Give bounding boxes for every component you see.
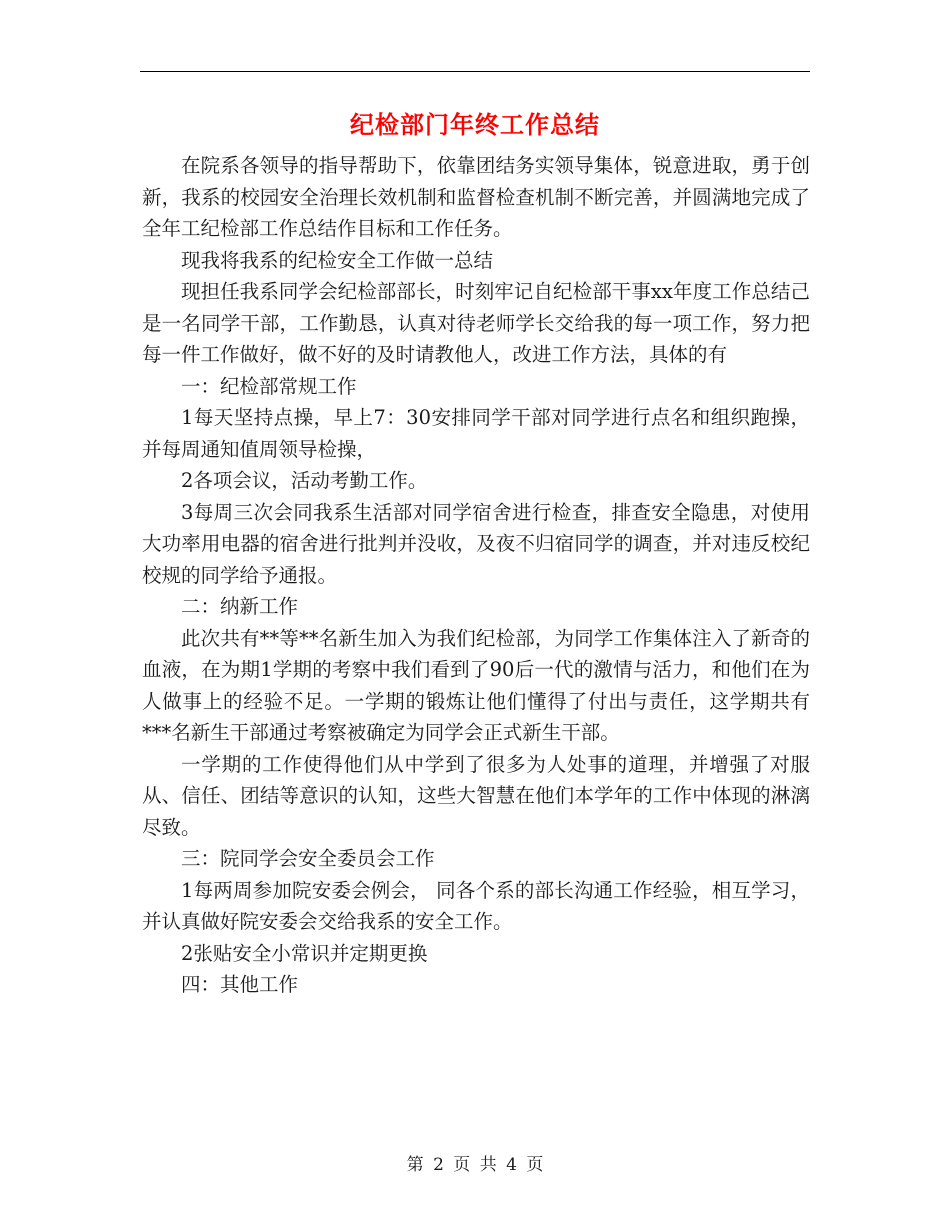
- section-heading: 一：纪检部常规工作: [181, 374, 357, 398]
- header-rule: [140, 71, 810, 72]
- section-heading: 三：院同学会安全委员会工作: [181, 847, 435, 870]
- paragraph: 现我将我系的纪检安全工作做一总结: [181, 248, 494, 272]
- paragraph: 此次共有**等**名新生加入为我们纪检部，为同学工作集体注入了新奇的血液，在为期1学期的考察中我们看到了90后一代的激情与活力，和他们在为人做事上的经验不足。一学期的锻炼让他们懂得了付出与责任，这学期共有***名新生干部通过考察被确定为同学会正式新生干部。: [142, 626, 810, 744]
- section-heading: 四：其他工作: [181, 973, 299, 996]
- document-title: 纪检部门年终工作总结: [350, 110, 600, 139]
- section-heading: 二：纳新工作: [181, 595, 299, 618]
- document-body: [142, 150, 810, 1001]
- page-footer: 第 2 页 共 4 页: [406, 1155, 544, 1175]
- paragraph: 一学期的工作使得他们从中学到了很多为人处事的道理，并增强了对服从、信任、团结等意识的认知，这些大智慧在他们本学年的工作中体现的淋漓尽致。: [142, 752, 810, 839]
- paragraph: 2各项会议，活动考勤工作。: [181, 469, 428, 492]
- paragraph: 在院系各领导的指导帮助下，依靠团结务实领导集体，锐意进取，勇于创新，我系的校园安全治理长效机制和监督检查机制不断完善，并圆满地完成了全年工纪检部工作总结作目标和工作任务。: [142, 154, 810, 240]
- paragraph: 现担任我系同学会纪检部部长，时刻牢记自纪检部干事xx年度工作总结己是一名同学干部，工作勤恳，认真对待老师学长交给我的每一项工作，努力把每一件工作做好，做不好的及时请教他人，改进工作方法，具体的有: [142, 280, 810, 366]
- paragraph: 2张贴安全小常识并定期更换: [181, 941, 428, 965]
- paragraph: 1每两周参加院安委会例会， 同各个系的部长沟通工作经验，相互学习，并认真做好院安委会交给我系的安全工作。: [142, 878, 810, 933]
- paragraph: 1每天坚持点操，早上7：30安排同学干部对同学进行点名和组织跑操，并每周通知值周领导检操，: [142, 406, 810, 461]
- paragraph: 3每周三次会同我系生活部对同学宿舍进行检查，排查安全隐患，对使用大功率用电器的宿舍进行批判并没收，及夜不归宿同学的调查，并对违反校纪校规的同学给予通报。: [142, 500, 810, 587]
